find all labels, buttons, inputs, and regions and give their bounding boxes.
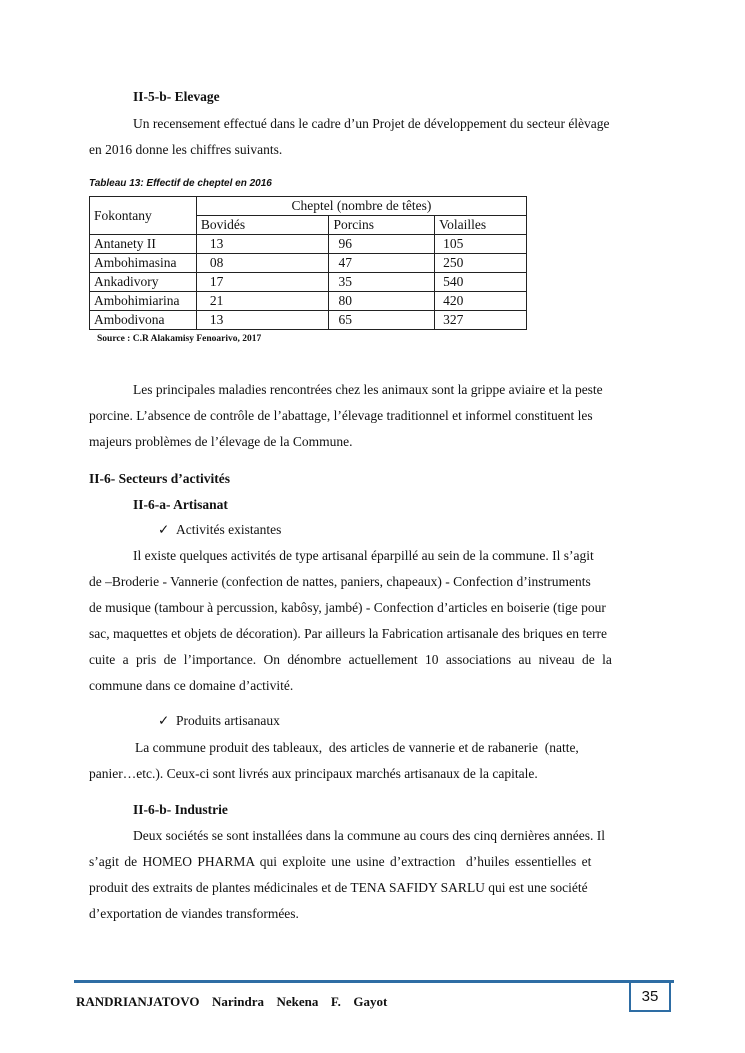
artisanat-line3: de musique (tambour à percussion, kabôsy, jambé) - Confection d’articles en boiserie (tige pour: [89, 600, 606, 615]
cell-porcins: 80: [329, 292, 435, 311]
header-cheptel-group: Cheptel (nombre de têtes): [196, 197, 526, 216]
cell-porcins: 47: [329, 254, 435, 273]
cell-porcins: 96: [329, 235, 435, 254]
produits-line1: La commune produit des tableaux, des articles de vannerie et de rabanerie (natte,: [135, 740, 579, 755]
industrie-line4: d’exportation de viandes transformées.: [89, 906, 299, 921]
table-row: [90, 254, 527, 273]
footer-rule: [74, 980, 674, 983]
artisanat-line5: cuite a pris de l’importance. On dénombre actuellement 10 associations au niveau de la: [89, 652, 612, 667]
bullet-produits: [158, 713, 280, 729]
checkmark-icon: ✓: [158, 713, 170, 728]
artisanat-line1: Il existe quelques activités de type artisanal éparpillé au sein de la commune. Il s’agit: [133, 548, 594, 563]
table-row: [90, 311, 527, 330]
cheptel-table: [89, 196, 527, 330]
cell-bovides: 13: [196, 235, 329, 254]
cell-volailles: 327: [435, 311, 527, 330]
maladies-line2: porcine. L’absence de contrôle de l’abattage, l’élevage traditionnel et informel constituent les: [89, 408, 593, 423]
table-row: [90, 292, 527, 311]
page-number: 35: [629, 982, 671, 1012]
checkmark-icon: ✓: [158, 522, 170, 537]
cell-fokontany: Ambohimiarina: [90, 292, 197, 311]
cell-volailles: 250: [435, 254, 527, 273]
cell-bovides: 17: [196, 273, 329, 292]
header-fokontany: Fokontany: [90, 197, 197, 235]
produits-line2: panier…etc.). Ceux-ci sont livrés aux principaux marchés artisanaux de la capitale.: [89, 766, 538, 781]
cell-bovides: 21: [196, 292, 329, 311]
heading-elevage: II-5-b- Elevage: [133, 89, 220, 104]
heading-secteurs: II-6- Secteurs d’activités: [89, 471, 230, 486]
table-source: Source : C.R Alakamisy Fenoarivo, 2017: [97, 334, 262, 344]
bullet-produits-label: Produits artisanaux: [176, 713, 280, 728]
header-bovides: Bovidés: [196, 216, 329, 235]
industrie-line1: Deux sociétés se sont installées dans la commune au cours des cinq dernières années. Il: [133, 828, 605, 843]
cell-fokontany: Ankadivory: [90, 273, 197, 292]
bullet-activites: [158, 522, 281, 538]
artisanat-line4: sac, maquettes et objets de décoration). Par ailleurs la Fabrication artisanale des briques en terre: [89, 626, 608, 641]
footer-author: RANDRIANJATOVO Narindra Nekena F. Gayot: [76, 994, 388, 1009]
cell-volailles: 540: [435, 273, 527, 292]
cell-volailles: 420: [435, 292, 527, 311]
cell-porcins: 65: [329, 311, 435, 330]
maladies-line3: majeurs problèmes de l’élevage de la Commune.: [89, 434, 353, 449]
artisanat-line2: de –Broderie - Vannerie (confection de nattes, paniers, chapeaux) - Confection d’instruments: [89, 574, 591, 589]
cell-fokontany: Ambohimasina: [90, 254, 197, 273]
cell-fokontany: Ambodivona: [90, 311, 197, 330]
paragraph-elevage-line2: en 2016 donne les chiffres suivants.: [89, 142, 283, 157]
cell-bovides: 13: [196, 311, 329, 330]
industrie-line3: produit des extraits de plantes médicinales et de TENA SAFIDY SARLU qui est une société: [89, 880, 588, 895]
heading-industrie: II-6-b- Industrie: [133, 802, 228, 817]
artisanat-line6: commune dans ce domaine d’activité.: [89, 678, 294, 693]
maladies-line1: Les principales maladies rencontrées chez les animaux sont la grippe aviaire et la peste: [133, 382, 603, 397]
cell-volailles: 105: [435, 235, 527, 254]
cell-bovides: 08: [196, 254, 329, 273]
table-row: [90, 235, 527, 254]
table-caption: Tableau 13: Effectif de cheptel en 2016: [89, 178, 272, 189]
paragraph-elevage-line1: Un recensement effectué dans le cadre d’un Projet de développement du secteur élèvage: [133, 116, 610, 131]
header-volailles: Volailles: [435, 216, 527, 235]
cell-porcins: 35: [329, 273, 435, 292]
table-row: [90, 273, 527, 292]
cell-fokontany: Antanety II: [90, 235, 197, 254]
industrie-line2: s’agit de HOMEO PHARMA qui exploite une usine d’extraction d’huiles essentielles et: [89, 854, 592, 869]
heading-artisanat: II-6-a- Artisanat: [133, 497, 228, 512]
bullet-activites-label: Activités existantes: [176, 522, 282, 537]
header-porcins: Porcins: [329, 216, 435, 235]
